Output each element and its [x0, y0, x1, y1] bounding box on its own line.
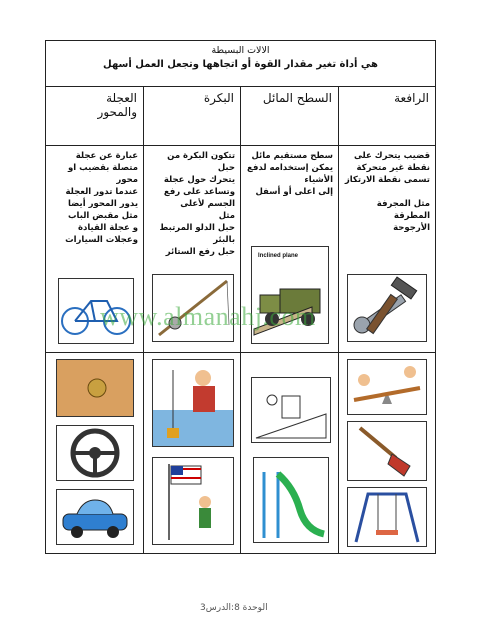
pics-lever: [339, 353, 436, 554]
header-lever: الرافعة: [339, 87, 436, 146]
page-subtitle: هي أداة تغير مقدار القوة أو اتجاهها وتجعل العمل أسهل: [103, 59, 378, 70]
flagpole-image: [152, 457, 234, 545]
desc-inclined-plane: سطح مستقيم مائل يمكن إستخدامه لدفع الأشياء إلى اعلى أو أسفل: [247, 151, 334, 197]
steering-wheel-icon: [57, 426, 133, 480]
slide-icon: [254, 458, 328, 542]
desc-pulley: تتكون البكرة من حبل يتحرك حول عجلة وتساعد على رفع الجسم لأعلى مثل حبل الدلو المرتبط بالبئر حبل رفع الستائر: [159, 151, 236, 257]
wrench-hammer-image: [347, 274, 427, 342]
worker-pulley-image: [152, 359, 234, 447]
header-inclined-plane: السطح المائل: [241, 87, 339, 146]
page-footer: الوحدة 8:الدرس3: [200, 603, 268, 613]
header-pulley: البكرة: [144, 87, 241, 146]
seesaw-icon: [348, 360, 426, 414]
title-cell: [46, 41, 436, 87]
car-image: [56, 489, 134, 545]
swing-icon: [348, 488, 426, 546]
doorknob-image: [56, 359, 134, 417]
pulley-worker-icon: [153, 360, 233, 446]
slide-image: [253, 457, 329, 543]
shovel-icon: [348, 422, 426, 480]
car-icon: [57, 490, 133, 544]
inclined-plane-label: Inclined plane: [258, 253, 299, 259]
ramp-dolly-icon: [252, 378, 330, 442]
swing-image: [347, 487, 427, 547]
pics-inclined: [241, 353, 339, 554]
page-title: الالات البسيطة: [211, 45, 270, 56]
doorknob-icon: [57, 360, 133, 416]
shovel-image: [347, 421, 427, 481]
steering-wheel-image: [56, 425, 134, 481]
desc-lever: قضيب يتحرك على نقطة غير متحركة تسمى نقطة الارتكاز مثل المجرفة المطرقة الأرجوحة: [344, 151, 431, 233]
seesaw-image: [347, 359, 427, 415]
desc-cell-lever: [339, 146, 436, 353]
pics-pulley: [144, 353, 241, 554]
pics-wheel: [46, 353, 144, 554]
ramp-boxes-image: [251, 377, 331, 443]
header-wheel-axle: العجلة والمحور: [46, 87, 144, 146]
simple-machines-table: [45, 40, 436, 554]
desc-wheel-axle: عبارة عن عجلة متصلة بقضيب او محور عندما تدور العجلة يدور المحور أيضا مثل مقبض الباب و عجلة القيادة وعجلات السيارات: [65, 151, 139, 245]
flagpole-icon: [153, 458, 233, 544]
watermark-text: www.almanahj.com: [100, 302, 316, 331]
wrench-hammer-icon: [348, 275, 426, 341]
